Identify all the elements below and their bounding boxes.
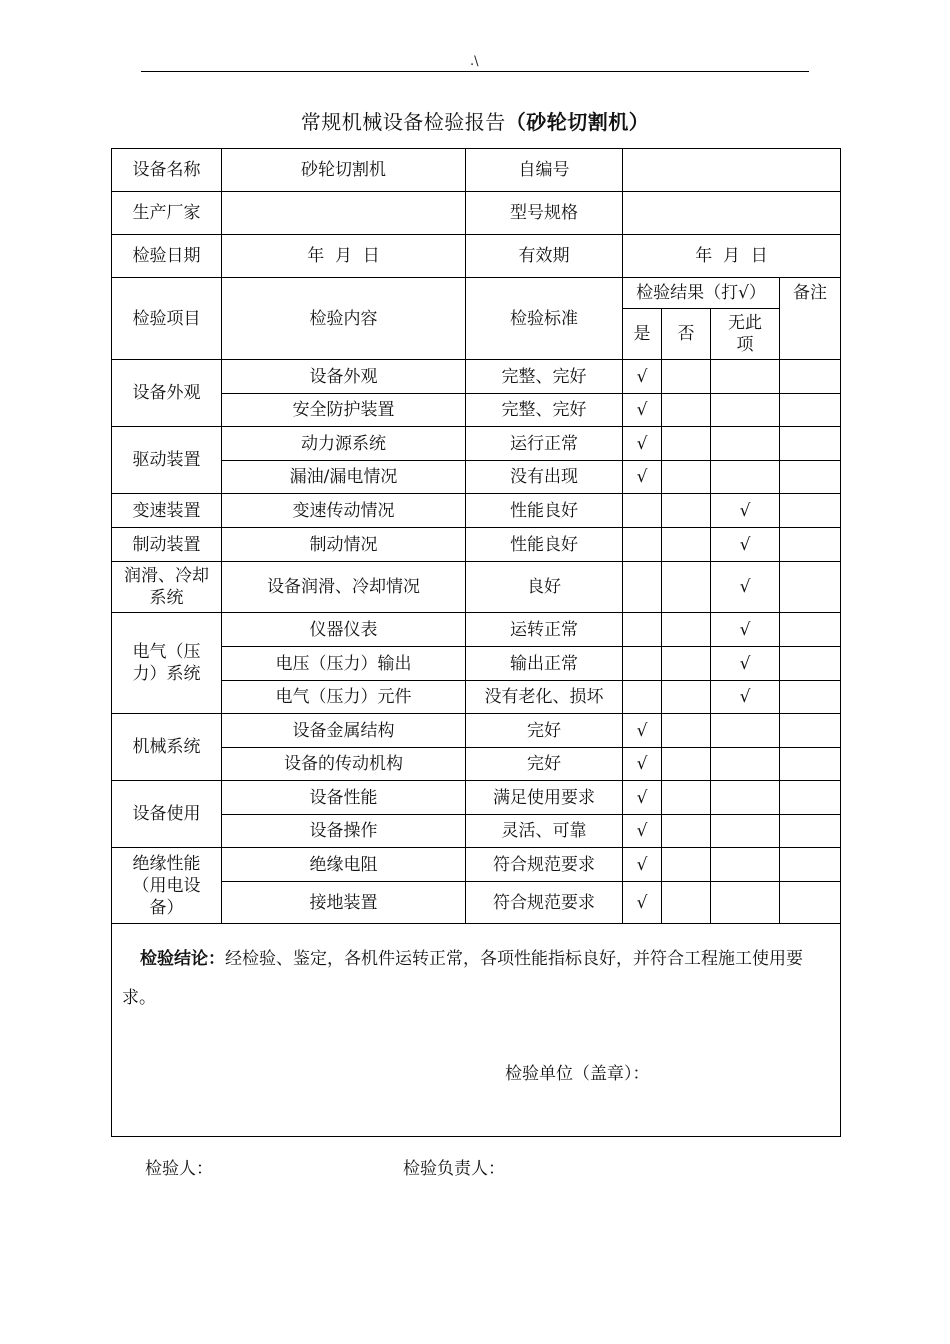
result-yes-cell (623, 882, 662, 924)
inspection-standard: 没有出现 (466, 461, 623, 494)
group-name: 驱动装置 (112, 427, 222, 494)
table-row (112, 714, 841, 748)
group-name: 设备使用 (112, 781, 222, 848)
inspection-standard: 性能良好 (466, 494, 623, 528)
inspection-content: 设备外观 (222, 360, 466, 394)
col-na-line2: 项 (736, 335, 754, 355)
table-row (112, 848, 841, 882)
result-na-cell (711, 815, 780, 848)
title-equipment: （砂轮切割机） (505, 110, 650, 134)
inspection-standard: 满足使用要求 (466, 781, 623, 815)
col-standard-header: 检验标准 (466, 278, 623, 360)
result-na-cell (711, 394, 780, 427)
table-row (112, 882, 841, 924)
table-row (112, 681, 841, 714)
conclusion-text (122, 940, 830, 1018)
table-row (112, 528, 841, 562)
result-no-cell (662, 714, 711, 748)
inspection-content: 动力源系统 (222, 427, 466, 461)
remark-cell (780, 882, 841, 924)
result-na-cell (711, 681, 780, 714)
inspection-date-label: 检验日期 (112, 235, 222, 278)
inspection-standard: 完好 (466, 748, 623, 781)
result-yes-cell (623, 528, 662, 562)
valid-until-label: 有效期 (466, 235, 623, 278)
inspection-standard: 完整、完好 (466, 394, 623, 427)
check-mark: √ (739, 534, 751, 555)
group-name: 机械系统 (112, 714, 222, 781)
check-mark: √ (636, 400, 648, 420)
report-title (0, 106, 950, 135)
result-na-cell (711, 714, 780, 748)
equipment-name-value: 砂轮切割机 (222, 149, 466, 192)
remark-cell (780, 681, 841, 714)
table-row (112, 394, 841, 427)
supervisor-signature: 检验负责人： (403, 1159, 505, 1179)
col-content-header: 检验内容 (222, 278, 466, 360)
table-row (112, 815, 841, 848)
result-yes-cell (623, 394, 662, 427)
inspection-content: 变速传动情况 (222, 494, 466, 528)
result-no-cell (662, 781, 711, 815)
remark-cell (780, 528, 841, 562)
remark-cell (780, 748, 841, 781)
inspection-content: 电压（压力）输出 (222, 647, 466, 681)
result-yes-cell (623, 461, 662, 494)
table-row (112, 647, 841, 681)
group-name (112, 562, 222, 613)
inspection-standard: 良好 (466, 562, 623, 613)
result-yes-cell (623, 360, 662, 394)
check-mark: √ (739, 687, 751, 707)
result-na-cell (711, 461, 780, 494)
remark-cell (780, 647, 841, 681)
check-mark: √ (636, 433, 648, 454)
inspection-content: 电气（压力）元件 (222, 681, 466, 714)
inspection-standard: 符合规范要求 (466, 882, 623, 924)
table-row (112, 613, 841, 647)
conclusion-body: 经检验、鉴定，各机件运转正常，各项性能指标良好，并符合工程施工使用要求。 (122, 949, 803, 1008)
result-yes-cell (623, 848, 662, 882)
result-na-cell (711, 562, 780, 613)
inspection-content: 绝缘电阻 (222, 848, 466, 882)
result-na-cell (711, 528, 780, 562)
equipment-name-label: 设备名称 (112, 149, 222, 192)
remark-cell (780, 427, 841, 461)
result-no-cell (662, 461, 711, 494)
self-number-label: 自编号 (466, 149, 623, 192)
conclusion-row (112, 924, 841, 1137)
check-mark: √ (739, 500, 751, 521)
remark-cell (780, 461, 841, 494)
result-na-cell (711, 748, 780, 781)
result-na-cell (711, 882, 780, 924)
check-mark: √ (739, 619, 751, 640)
inspection-content: 仪器仪表 (222, 613, 466, 647)
group-name-line: 润滑、冷却 (124, 566, 209, 586)
table-row (112, 461, 841, 494)
info-row-name (112, 149, 841, 192)
result-no-cell (662, 528, 711, 562)
inspection-content: 制动情况 (222, 528, 466, 562)
col-no-header: 否 (662, 309, 711, 360)
inspection-standard: 完整、完好 (466, 360, 623, 394)
inspection-content: 设备金属结构 (222, 714, 466, 748)
result-no-cell (662, 647, 711, 681)
manufacturer-label: 生产厂家 (112, 192, 222, 235)
remark-cell (780, 562, 841, 613)
group-name: 设备外观 (112, 360, 222, 427)
group-name-line: （用电设 (132, 875, 201, 896)
result-na-cell (711, 781, 780, 815)
inspection-standard: 完好 (466, 714, 623, 748)
result-yes-cell (623, 647, 662, 681)
result-yes-cell (623, 781, 662, 815)
check-mark: √ (739, 577, 751, 597)
inspection-standard: 运行正常 (466, 427, 623, 461)
group-name (112, 613, 222, 714)
inspector-signature: 检验人： (145, 1159, 213, 1179)
col-result-header: 检验结果（打√） (623, 278, 780, 309)
check-mark: √ (636, 720, 648, 741)
inspection-content: 漏油/漏电情况 (222, 461, 466, 494)
result-na-cell (711, 360, 780, 394)
result-yes-cell (623, 613, 662, 647)
check-mark: √ (739, 653, 751, 674)
page-header-mark: .\ (470, 54, 479, 69)
group-name-line: 力）系统 (132, 664, 201, 684)
valid-until-value: 年 月 日 (623, 235, 841, 278)
group-name-line: 备） (149, 897, 184, 918)
col-na-header (711, 309, 780, 360)
inspection-standard: 没有老化、损坏 (466, 681, 623, 714)
group-name-line: 电气（压 (132, 642, 201, 662)
stamp-label: 检验单位（盖章）： (505, 1064, 650, 1084)
inspection-content: 接地装置 (222, 882, 466, 924)
result-na-cell (711, 647, 780, 681)
inspection-standard: 输出正常 (466, 647, 623, 681)
check-mark: √ (636, 754, 648, 774)
conclusion-block (112, 924, 840, 1136)
col-na-line1: 无此 (728, 313, 762, 333)
remark-cell (780, 781, 841, 815)
table-row (112, 562, 841, 613)
inspection-content: 安全防护装置 (222, 394, 466, 427)
check-mark: √ (636, 821, 648, 841)
result-no-cell (662, 494, 711, 528)
self-number-value (623, 149, 841, 192)
remark-cell (780, 394, 841, 427)
info-row-dates (112, 235, 841, 278)
info-row-manufacturer (112, 192, 841, 235)
result-yes-cell (623, 815, 662, 848)
group-name-line: 绝缘性能 (132, 853, 201, 874)
check-mark: √ (636, 854, 648, 875)
inspection-standard: 灵活、可靠 (466, 815, 623, 848)
inspection-content: 设备的传动机构 (222, 748, 466, 781)
result-no-cell (662, 882, 711, 924)
remark-cell (780, 360, 841, 394)
check-mark: √ (636, 366, 648, 387)
inspection-standard: 运转正常 (466, 613, 623, 647)
result-yes-cell (623, 562, 662, 613)
conclusion-cell (112, 924, 841, 1137)
result-yes-cell (623, 494, 662, 528)
inspection-date-value: 年 月 日 (222, 235, 466, 278)
table-row (112, 427, 841, 461)
result-no-cell (662, 748, 711, 781)
table-row (112, 360, 841, 394)
remark-cell (780, 714, 841, 748)
title-main: 常规机械设备检验报告 (300, 110, 506, 134)
table-row (112, 494, 841, 528)
result-no-cell (662, 848, 711, 882)
col-remark-header: 备注 (780, 278, 841, 360)
inspection-table (111, 148, 841, 1137)
result-no-cell (662, 815, 711, 848)
inspection-standard: 性能良好 (466, 528, 623, 562)
remark-cell (780, 613, 841, 647)
inspection-content: 设备润滑、冷却情况 (222, 562, 466, 613)
remark-cell (780, 815, 841, 848)
col-item-header: 检验项目 (112, 278, 222, 360)
inspection-standard: 符合规范要求 (466, 848, 623, 882)
model-value (623, 192, 841, 235)
group-name (112, 848, 222, 924)
group-name-line: 系统 (149, 588, 184, 608)
result-no-cell (662, 562, 711, 613)
result-no-cell (662, 613, 711, 647)
inspection-content: 设备性能 (222, 781, 466, 815)
check-mark: √ (636, 467, 648, 487)
manufacturer-value (222, 192, 466, 235)
table-row (112, 748, 841, 781)
remark-cell (780, 494, 841, 528)
column-header-row (112, 278, 841, 309)
result-no-cell (662, 681, 711, 714)
group-name: 变速装置 (112, 494, 222, 528)
result-na-cell (711, 494, 780, 528)
remark-cell (780, 848, 841, 882)
result-na-cell (711, 848, 780, 882)
header-rule (141, 71, 809, 72)
inspection-content: 设备操作 (222, 815, 466, 848)
col-yes-header: 是 (623, 309, 662, 360)
result-yes-cell (623, 714, 662, 748)
result-no-cell (662, 360, 711, 394)
table-row (112, 781, 841, 815)
model-label: 型号规格 (466, 192, 623, 235)
check-mark: √ (636, 892, 648, 913)
result-yes-cell (623, 748, 662, 781)
result-na-cell (711, 427, 780, 461)
result-yes-cell (623, 681, 662, 714)
result-yes-cell (623, 427, 662, 461)
conclusion-label: 检验结论： (140, 949, 225, 969)
result-na-cell (711, 613, 780, 647)
result-no-cell (662, 427, 711, 461)
group-name: 制动装置 (112, 528, 222, 562)
result-no-cell (662, 394, 711, 427)
check-mark: √ (636, 787, 648, 808)
